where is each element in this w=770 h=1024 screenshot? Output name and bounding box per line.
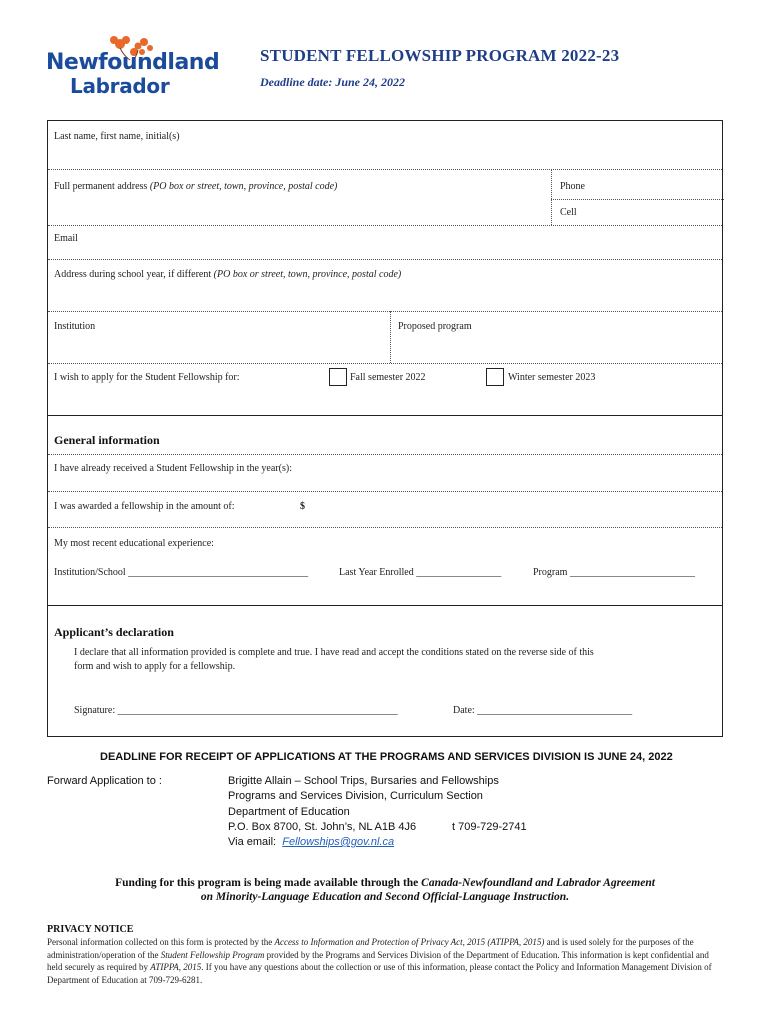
declaration-text: I declare that all information provided is complete and true. I have read and accept the conditions stated on the reverse side of this form and wish to apply for a fellowship. xyxy=(74,647,594,672)
po-box-line: P.O. Box 8700, St. John’s, NL A1B 4J6 xyxy=(228,821,417,833)
recent-experience-label: My most recent educational experience: xyxy=(54,538,214,549)
email-field-label: Email xyxy=(54,233,78,244)
phone-number: t 709-729-2741 xyxy=(452,821,527,833)
logo-text-newfoundland: Newfoundland xyxy=(46,50,220,75)
name-field-label: Last name, first name, initial(s) xyxy=(54,131,180,142)
institution-field-label: Institution xyxy=(54,321,96,332)
privacy-notice-text: Personal information collected on this form is protected by the Access to Information and Protection of Privacy Act, 2015 (ATIPPA, 2015) and is used solely for the purposes of the administration/operation of the Student Fellowship Program provided by the Programs and Services Division of the Department of Education. This information is kept confidential and held securely as required by ATIPPA, 2015. If you have any questions about the collection or use of this information, please contact the Policy and Information Management Division of Department of Education at 709-729-6281. xyxy=(47,937,712,985)
deadline-receipt-heading: DEADLINE FOR RECEIPT OF APPLICATIONS AT THE PROGRAMS AND SERVICES DIVISION IS JUNE 24, 2022 xyxy=(100,751,673,763)
email-line: Via email: Fellowships@gov.nl.ca xyxy=(228,836,395,848)
currency-symbol: $ xyxy=(300,501,305,512)
deadline-date: Deadline date: June 24, 2022 xyxy=(260,75,405,89)
forward-application-label: Forward Application to : xyxy=(47,775,162,787)
last-year-enrolled-field[interactable]: Last Year Enrolled _________________ xyxy=(339,567,502,578)
applicant-declaration-heading: Applicant’s declaration xyxy=(54,625,174,639)
fall-semester-label: Fall semester 2022 xyxy=(350,372,426,383)
date-field[interactable]: Date: _______________________________ xyxy=(453,705,633,716)
cell-field-label: Cell xyxy=(560,207,577,218)
privacy-notice-heading: PRIVACY NOTICE xyxy=(47,924,134,935)
amount-awarded-label: I was awarded a fellowship in the amount of: xyxy=(54,501,235,512)
logo-text-labrador: Labrador xyxy=(70,74,170,98)
application-form xyxy=(47,120,723,737)
funding-statement: Funding for this program is being made available through the Canada-Newfoundland and Labrador Agreement on Minority-Language Education and Second Official-Language Instruction. xyxy=(115,877,655,903)
general-information-heading: General information xyxy=(54,433,160,447)
apply-for-label: I wish to apply for the Student Fellowship for: xyxy=(54,372,240,383)
winter-semester-label: Winter semester 2023 xyxy=(508,372,596,383)
page-title: STUDENT FELLOWSHIP PROGRAM 2022-23 xyxy=(260,46,620,65)
fall-semester-checkbox[interactable] xyxy=(329,368,347,386)
email-link[interactable]: Fellowships@gov.nl.ca xyxy=(282,836,395,848)
school-address-field-label: Address during school year, if different (PO box or street, town, province, postal code) xyxy=(54,269,402,280)
program-field[interactable]: Program _________________________ xyxy=(533,567,695,578)
proposed-program-field-label: Proposed program xyxy=(398,321,472,332)
signature-field[interactable]: Signature: ________________________________________________________ xyxy=(74,705,398,716)
address-field-label: Full permanent address (PO box or street, town, province, postal code) xyxy=(54,181,338,192)
division-line: Programs and Services Division, Curriculum Section xyxy=(228,790,483,802)
institution-school-field[interactable]: Institution/School ____________________________________ xyxy=(54,567,309,578)
contact-name: Brigitte Allain – School Trips, Bursaries and Fellowships xyxy=(228,775,499,787)
winter-semester-checkbox[interactable] xyxy=(486,368,504,386)
previously-received-label: I have already received a Student Fellowship in the year(s): xyxy=(54,463,292,474)
department-line: Department of Education xyxy=(228,806,350,818)
phone-field-label: Phone xyxy=(560,181,585,192)
